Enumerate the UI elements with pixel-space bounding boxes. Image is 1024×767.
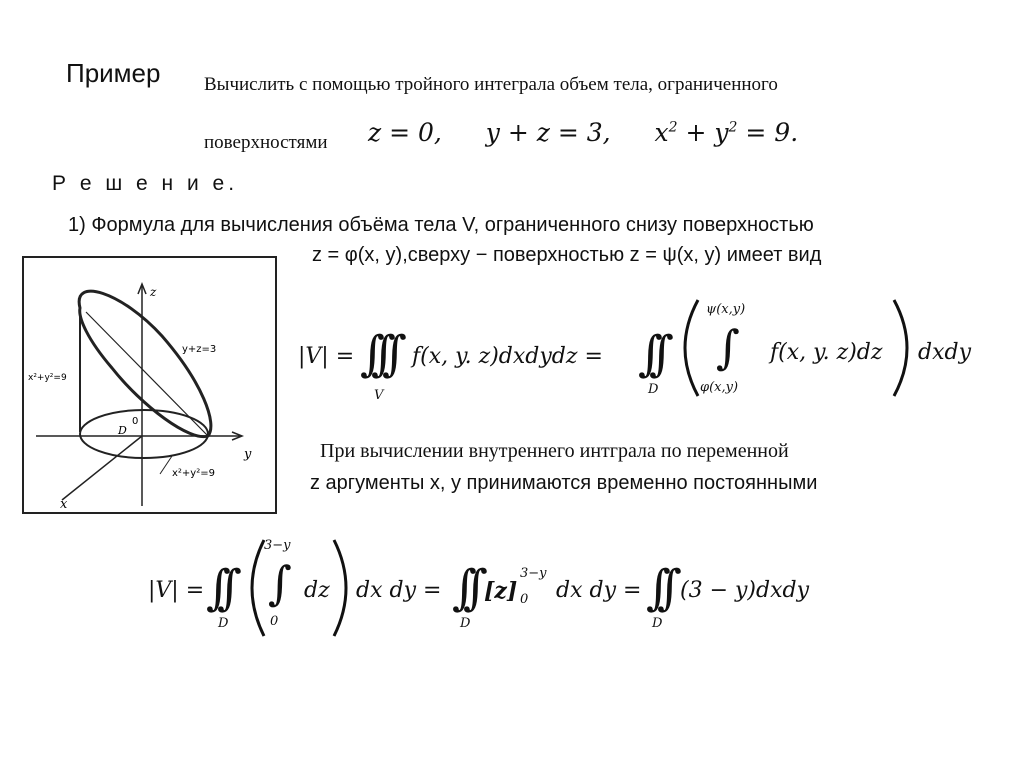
formula2-bracket-sup: 3−y [520,566,547,581]
label-y: y [244,447,252,462]
label-D: D [118,424,127,437]
formula1-outer: dxdy [918,340,972,365]
formula1-inner: f(x, y. z)dz [770,340,883,365]
formula1-upper-limit: ψ(x,y) [706,302,746,317]
task-line-2: поверхностями [204,132,328,153]
surface-plane: y + z = 3, [485,118,611,147]
task-line-1: Вычислить с помощью тройного интеграла объем тела, ограниченного [204,74,778,95]
surface-z0: z = 0, [368,118,442,147]
step1-line-1: 1) Формула для вычисления объёма тела V, ограниченного снизу поверхностью [68,214,814,236]
formula2-bracket-sub: 0 [520,592,529,607]
formula2-dz: dz [304,578,330,603]
body-sketch-figure [22,256,277,514]
formula1-sub-V: V [374,388,384,403]
formula2-integral-2: ∫∫ [452,560,475,616]
formula2-lhs: |V| = [148,578,205,603]
surface-equations [368,118,798,147]
formula2-final: (3 − y)dxdy [680,578,810,603]
triple-integral-sign: ∫∫∫ [360,326,394,382]
formula2-integral-1: ∫∫ [206,560,229,616]
label-origin: 0 [132,416,139,427]
formula2-dxdy-1: dx dy = [356,578,442,603]
formula2-dxdy-2: dx dy = [556,578,642,603]
formula2-lower-limit: 0 [270,614,279,629]
step1-line-2: z = φ(x, y),сверху − поверхностью z = ψ(x, y) имеет вид [312,244,822,266]
surface-cylinder: $x^2 + y^2 = 9$. [654,118,799,147]
label-z: z [150,285,157,299]
formula2-integral-inner: ∫ [268,556,292,610]
formula2-sub-D-2: D [460,616,471,631]
single-integral-sign: ∫ [716,320,740,374]
slide-title: Пример [66,58,161,88]
formula1-integrand: f(x, y. z)dxdydz = [412,344,603,369]
label-x: x [60,497,68,512]
note-line-1: При вычислении внутреннего интграла по переменной [320,440,789,462]
label-cylinder-left: x²+y²=9 [28,373,67,383]
note-line-2: z аргументы x, y принимаются временно постоянными [310,472,818,494]
formula2-sub-D-1: D [218,616,229,631]
formula1-lhs: |V| = [298,344,355,369]
label-cylinder-bottom: x²+y²=9 [172,468,215,479]
formula2-sub-D-3: D [652,616,663,631]
formula2-bracket-z: [z] [484,578,518,604]
formula1-lower-limit: φ(x,y) [700,380,739,395]
formula2-integral-3: ∫∫ [646,560,669,616]
double-integral-sign: ∫∫ [638,326,661,382]
label-plane: y+z=3 [182,344,217,355]
formula2-upper-limit: 3−y [264,538,291,553]
solution-label: Р е ш е н и е. [52,172,239,195]
formula1-sub-D: D [648,382,659,397]
formula2-parentheses [244,536,354,640]
